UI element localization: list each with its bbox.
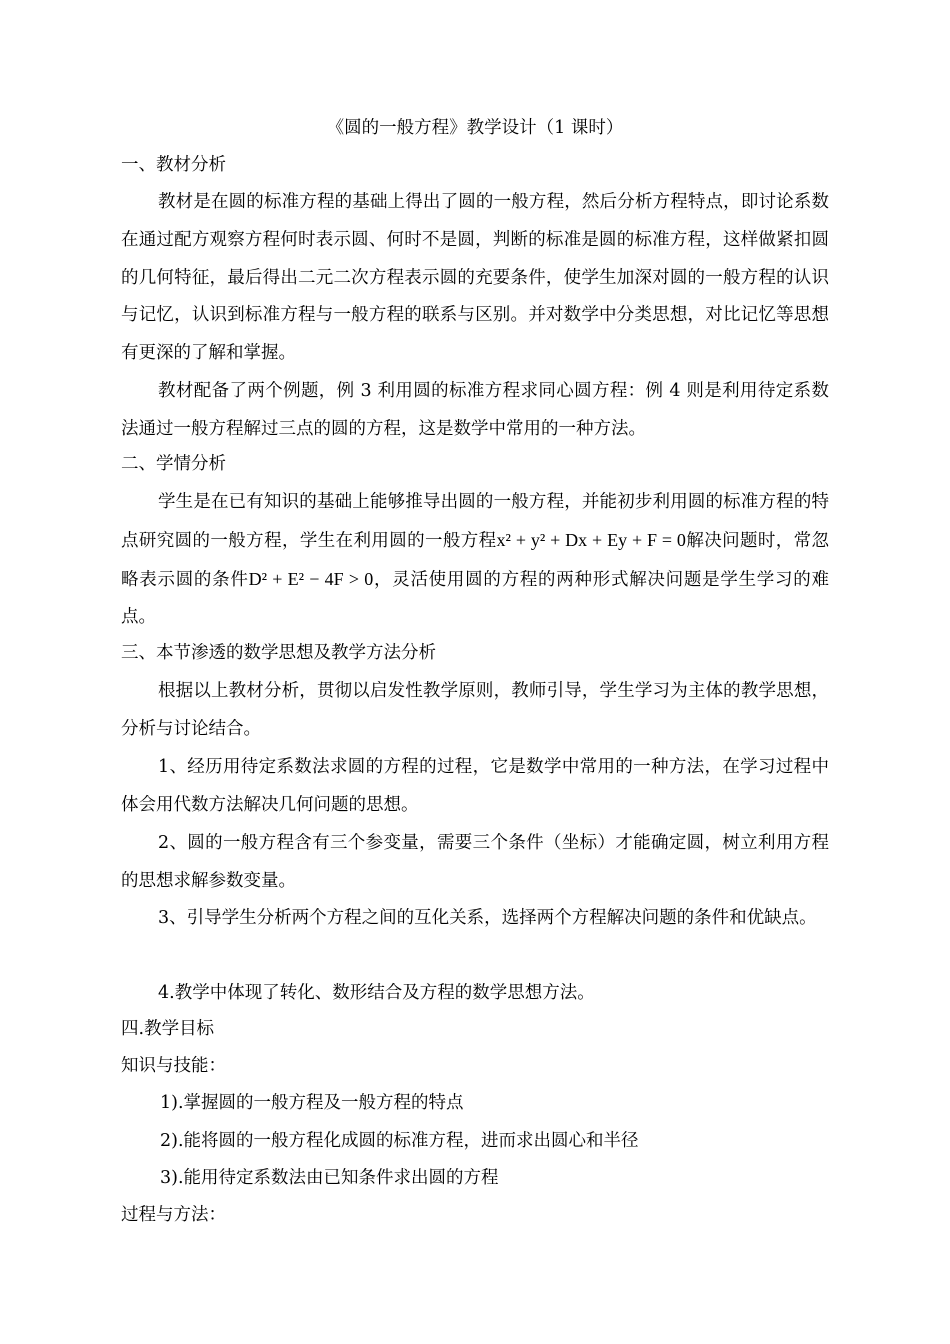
section-heading-teaching-goals: 四.教学目标 [121, 1019, 215, 1039]
paragraph-textbook-analysis-2: 教材配备了两个例题，例 3 利用圆的标准方程求同心圆方程：例 4 则是利用待定系数法通过一般方程解过三点的圆的方程，这是数学中常用的一种方法。 [121, 381, 829, 439]
goal-item-3: 3).能用待定系数法由已知条件求出圆的方程 [160, 1168, 499, 1188]
student-analysis-text-3: ，灵活使用圆的方程的两种形式解决问题是学生学习的难点。 [121, 569, 829, 628]
section-heading-math-thinking: 三、本节渗透的数学思想及教学方法分析 [121, 643, 436, 663]
student-analysis-text-1: 学生是在已有知识的基础上能够推导出圆的一般方程，并能初步利用圆的标准方程的特点研究圆的一般方程，学生在利用圆的一般方程 [121, 492, 829, 551]
paragraph-method-4: 4.教学中体现了转化、数形结合及方程的数学思想方法。 [158, 983, 595, 1003]
paragraph-textbook-analysis-1: 教材是在圆的标准方程的基础上得出了圆的一般方程，然后分析方程特点，即讨论系数在通过配方观察方程何时表示圆、何时不是圆，判断的标准是圆的标准方程，这样做紧扣圆的几何特征，最后得出二元二次方程表示圆的充要条件，使学生加深对圆的一般方程的认识与记忆，认识到标准方程与一般方程的联系与区别。并对数学中分类思想，对比记忆等思想有更深的了解和掌握。 [121, 192, 829, 364]
circle-condition-inequality: D² + E² − 4F > 0 [248, 568, 374, 589]
paragraph-student-analysis [121, 484, 829, 637]
section-heading-textbook-analysis: 一、教材分析 [121, 155, 226, 175]
student-analysis-text-2: 解决问题时，常忽略表示圆的条件 [121, 530, 830, 590]
paragraph-method-2: 2、圆的一般方程含有三个参变量，需要三个条件（坐标）才能确定圆，树立利用方程的思想求解参数变量。 [121, 833, 829, 891]
paragraph-method-1: 1、经历用待定系数法求圆的方程的过程，它是数学中常用的一种方法，在学习过程中体会用代数方法解决几何问题的思想。 [121, 757, 829, 815]
document-title: 《圆的一般方程》教学设计（1 课时） [326, 118, 624, 138]
goal-item-1: 1).掌握圆的一般方程及一般方程的特点 [160, 1093, 464, 1113]
section-heading-student-analysis: 二、学情分析 [121, 454, 226, 474]
paragraph-math-thinking: 根据以上教材分析，贯彻以启发性教学原则，教师引导，学生学习为主体的教学思想，分析与讨论结合。 [121, 681, 829, 739]
subheading-process-methods: 过程与方法： [121, 1205, 226, 1225]
general-circle-equation: x² + y² + Dx + Ey + F = 0 [496, 529, 686, 550]
goal-item-2: 2).能将圆的一般方程化成圆的标准方程，进而求出圆心和半径 [160, 1131, 639, 1151]
subheading-knowledge-skills: 知识与技能： [121, 1056, 226, 1076]
paragraph-method-3: 3、引导学生分析两个方程之间的互化关系，选择两个方程解决问题的条件和优缺点。 [158, 908, 817, 928]
